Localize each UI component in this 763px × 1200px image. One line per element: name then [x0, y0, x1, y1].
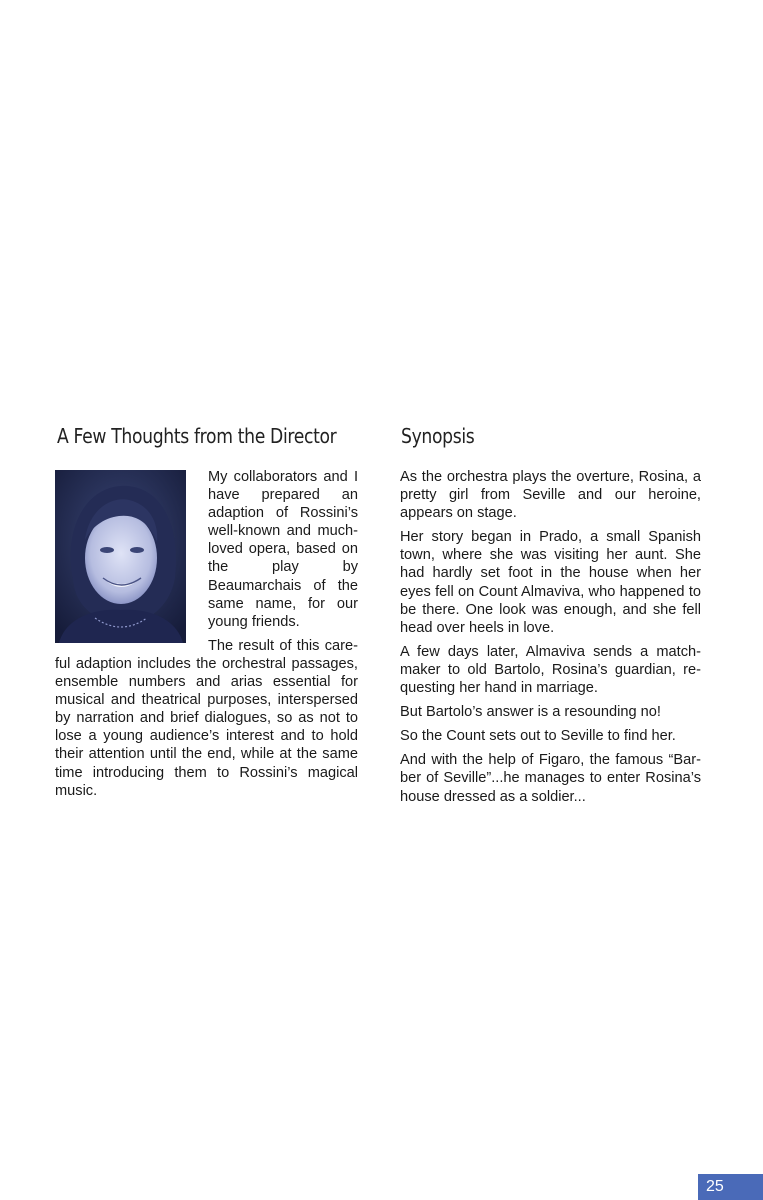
synopsis-paragraph-4: But Bartolo’s answer is a resounding no! — [400, 704, 661, 721]
director-portrait — [55, 470, 186, 643]
synopsis-paragraph-1: As the orchestra plays the overture, Rosina, a pretty girl from Seville and our heroine, appears on stage. — [400, 469, 701, 522]
synopsis-paragraph-3: A few days later, Almaviva sends a matchmaker to old Bartolo, Rosina’s guardian, requesting her hand in marriage. — [400, 643, 701, 697]
synopsis-paragraph-5: So the Count sets out to Seville to find her. — [400, 728, 676, 745]
director-column — [55, 468, 358, 806]
director-paragraph-2: The result of this careful adaption includes the orchestral passages, ensemble numbers and arias essential for musical and theatrical purposes, interspersed by narration and brief dialogues, so as not to lose a young audience’s interest and to hold their attention until the end, while at the same time introducing them to Rossini’s magical music. — [55, 637, 358, 799]
page-number: 25 — [698, 1174, 763, 1200]
director-paragraph-1: My collaborators and I have prepared an adaption of Rossini’s well-known and much-loved opera, based on the play by Beaumarchais of the same name, for our young friends. — [208, 469, 358, 630]
director-heading: A Few Thoughts from the Director — [57, 424, 337, 448]
synopsis-column — [400, 468, 701, 812]
synopsis-paragraph-6: And with the help of Figaro, the famous “Barber of Seville”...he manages to enter Rosina’s house dressed as a soldier... — [400, 752, 701, 805]
synopsis-paragraph-2: Her story began in Prado, a small Spanish town, where she was visiting her aunt. She had hardly set foot in the house when her eyes fell on Count Almaviva, who happened to be there. One look was enough, and she fell head over heels in love. — [400, 529, 701, 636]
synopsis-heading: Synopsis — [401, 424, 475, 448]
